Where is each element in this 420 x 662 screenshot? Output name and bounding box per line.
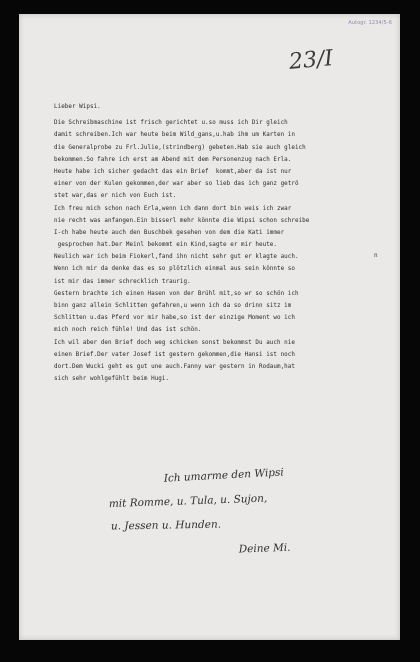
letter-line: binn ganz allein Schlitten gefahren,u wenn ich da so drinn sitz im (54, 303, 292, 309)
letter-sheet (19, 14, 400, 640)
archive-reference-stamp: Autogr. 1234/5-6 (348, 20, 392, 26)
letter-salutation: Lieber Wipsi. (54, 104, 101, 110)
handwritten-line: Ich umarme den Wipsi (163, 466, 285, 485)
handwritten-signature: Deine Mi. (238, 541, 291, 556)
handwritten-page-number: 23/I (287, 46, 335, 75)
letter-line: Gestern brachte ich einen Hasen von der Brühl mit,so wr so schön ich (54, 290, 299, 297)
letter-line: Ich wil aber den Brief doch weg schicken sonst bekommst Du auch nie (54, 339, 295, 346)
letter-line: ist mir das immer schrecklich traurig. (54, 278, 191, 285)
letter-line: einer von der Kulen gekommen,der war aber so lieb das ich ganz getrö (54, 181, 299, 188)
letter-line: Neulich war ich beim Fiokerl,fand ihn nicht sehr gut er klagte auch. (54, 254, 299, 261)
letter-line: Ich freu mich schon nach Erla,wenn ich dann dort bin weis ich zwar (54, 205, 292, 212)
letter-line: Schlitten u.das Pferd vor mir habe,so ist der einzige Moment wo ich (54, 315, 295, 322)
letter-line: bekommen.So fahre ich erst am Abend mit dem Personenzug nach Erla. (54, 156, 292, 163)
letter-line: mich noch reich fühle! Und das ist schön. (54, 327, 202, 334)
typed-letter-body (54, 101, 389, 385)
letter-line: dort.Dem Wucki geht es gut une auch.Fanny war gestern in Rodaum,hat (54, 363, 295, 370)
letter-line: einen Brief.Der vater Josef ist gestern gekommen,die Hansi ist noch (54, 351, 295, 358)
letter-line: Heute habe ich sicher gedacht das ein Brief kommt,aber da ist nur (54, 168, 292, 175)
letter-line: nie recht was anfangen.Ein bisserl mehr könnte die Wipsi schon schreibe (54, 217, 310, 224)
letter-line: Die Schreibmaschine ist frisch gerichtet u.so muss ich Dir gleich (54, 120, 288, 127)
letter-line: sich sehr wohlgefühlt beim Hugi. (54, 376, 170, 383)
handwritten-line: mit Romme, u. Tula, u. Sujon, (108, 492, 268, 511)
letter-line: stet war,das er nich von Euch ist. (54, 193, 177, 200)
handwritten-line: u. Jessen u. Hunden. (110, 518, 222, 533)
margin-correction-mark: n (374, 252, 378, 259)
letter-line: gesprochen hat.Der Meinl bekommt ein Kind,sagte er mir heute. (54, 242, 277, 249)
letter-line: Wenn ich mir da denke das es so plötzlich einmal aus sein könnte so (54, 266, 295, 273)
handwritten-closing (109, 468, 399, 568)
letter-line: I-ch habe heute auch den Buschbek gesehen von dem die Kati immer (54, 229, 285, 236)
letter-line: damit schreiben.Ich war heute beim Wild_gans,u.hab ihm um Karten in (54, 132, 295, 139)
letter-line: die Generalprobe zu Frl.Julie,(strindberg) gebeten.Hab sie auch gleich (54, 144, 306, 151)
